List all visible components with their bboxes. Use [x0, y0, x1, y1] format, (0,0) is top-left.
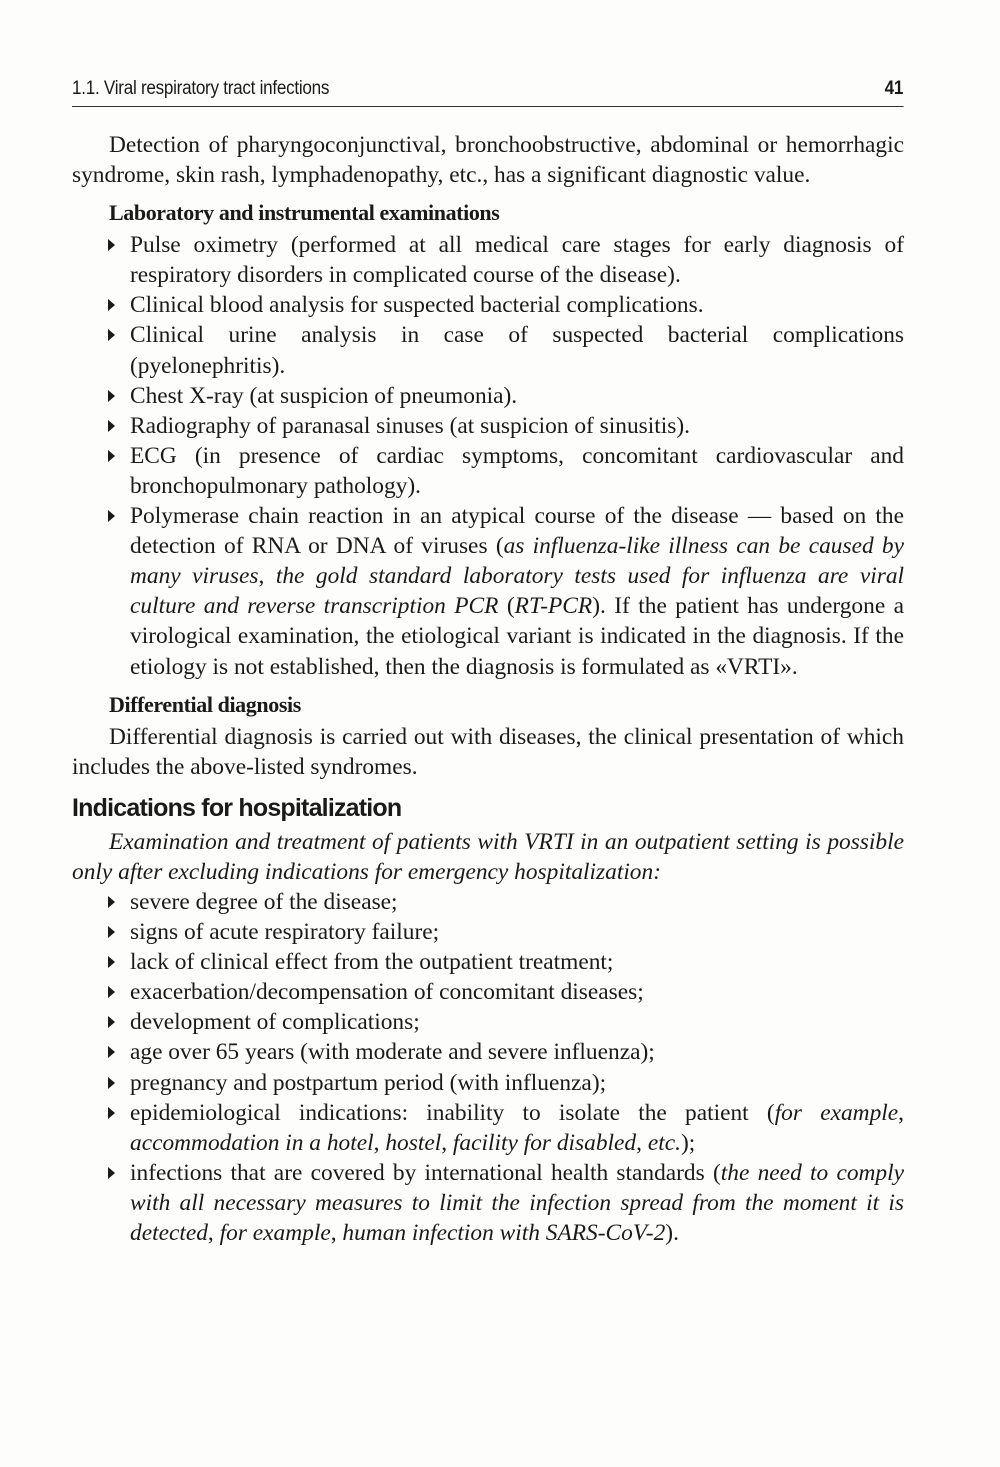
list-item: development of complications; [130, 1007, 904, 1037]
bullet-icon [108, 896, 115, 908]
hospitalization-heading: Indications for hospitalization [72, 793, 402, 822]
bullet-icon [108, 1107, 115, 1119]
book-page [72, 78, 904, 1248]
lab-heading: Laboratory and instrumental examinations [109, 200, 500, 226]
list-item-international-standards: infections that are covered by international health standards (the need to comply with all necessary measures to limit the infection spread from the moment it is detected, for example, human infection with SARS-CoV-2). [130, 1158, 904, 1248]
list-item: Pulse oximetry (performed at all medical care stages for early diagnosis of respiratory disorders in complicated course of the disease). [130, 230, 904, 290]
running-header [72, 78, 903, 107]
bullet-icon [108, 510, 115, 522]
differential-paragraph: Differential diagnosis is carried out with diseases, the clinical presentation of which includes the above-listed syndromes. [72, 723, 904, 780]
hospitalization-intro: Examination and treatment of patients with VRTI in an outpatient setting is possible only after excluding indications for emergency hospitalization: [72, 828, 904, 885]
list-item-epidemiological: epidemiological indications: inability to isolate the patient (for example, accommodation in a hotel, hostel, facility for disabled, etc.); [130, 1098, 904, 1158]
list-item: age over 65 years (with moderate and severe influenza); [130, 1037, 904, 1067]
bullet-icon [108, 390, 115, 402]
list-item: severe degree of the disease; [130, 887, 904, 917]
bullet-icon [108, 1167, 115, 1179]
bullet-icon [108, 1077, 115, 1089]
differential-heading: Differential diagnosis [109, 691, 301, 717]
bullet-icon [108, 450, 115, 462]
bullet-icon [108, 420, 115, 432]
bullet-icon [108, 956, 115, 968]
lab-list [72, 230, 904, 681]
bullet-icon [108, 986, 115, 998]
list-item: lack of clinical effect from the outpatient treatment; [130, 947, 904, 977]
list-item: ECG (in presence of cardiac symptoms, concomitant cardiovascular and bronchopulmonary pathology). [130, 441, 904, 501]
bullet-icon [108, 1016, 115, 1028]
bullet-icon [108, 299, 115, 311]
bullet-icon [108, 926, 115, 938]
list-item: exacerbation/decompensation of concomitant diseases; [130, 977, 904, 1007]
list-item-pcr: Polymerase chain reaction in an atypical course of the disease — based on the detection of RNA or DNA of viruses (as influenza-like illness can be caused by many viruses, the gold standard laboratory tests used for influenza are viral culture and reverse transcription PCR (RT-PCR). If the patient has undergone a virological examination, the etiological variant is indicated in the diagnosis. If the etiology is not established, then the diagnosis is formulated as «VRTI». [130, 501, 904, 682]
bullet-icon [108, 239, 115, 251]
bullet-icon [108, 1046, 115, 1058]
page-number: 41 [884, 78, 904, 99]
list-item: Chest X-ray (at suspicion of pneumonia). [130, 381, 904, 411]
hospitalization-list [72, 887, 904, 1248]
list-item: signs of acute respiratory failure; [130, 917, 904, 947]
list-item: Clinical urine analysis in case of suspected bacterial complications (pyelonephritis). [130, 320, 904, 380]
list-item: pregnancy and postpartum period (with influenza); [130, 1068, 904, 1098]
list-item: Clinical blood analysis for suspected bacterial complications. [130, 290, 904, 320]
intro-paragraph: Detection of pharyngoconjunctival, bronchoobstructive, abdominal or hemorrhagic syndrome, skin rash, lymphadenopathy, etc., has a significant diagnostic value. [72, 132, 904, 189]
list-item: Radiography of paranasal sinuses (at suspicion of sinusitis). [130, 411, 904, 441]
bullet-icon [108, 329, 115, 341]
section-title: 1.1. Viral respiratory tract infections [72, 78, 330, 99]
